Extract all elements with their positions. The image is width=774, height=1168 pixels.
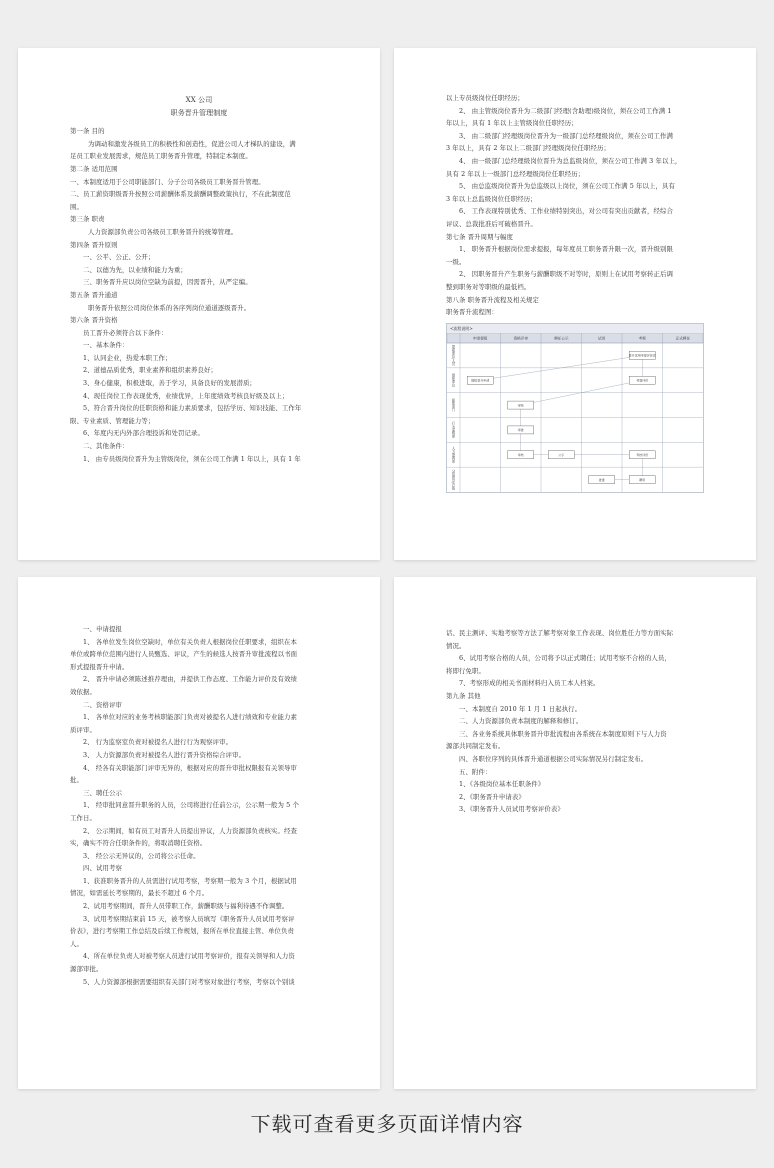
text-line: 3、 由二级部门经理级岗位晋升为一级部门总经理级岗位，须在公司工作满 [459,131,673,140]
document-title: 职务晋升管理制度 [170,108,228,117]
text-line: 7、考察形成的相关书面材料归入员工本人档案。 [459,679,600,688]
text-line: 二、资格评审 [83,700,122,709]
text-line: 4、现任岗位工作表现优秀，业绩优异，上年度绩效考核良好级及以上； [83,391,289,400]
text-line: 限、专业素质、管理能力等； [70,416,155,425]
flowchart-row-label: 提报单位 [451,373,455,387]
text-line: 1、《各级岗位基本任职条件》 [459,780,545,789]
text-line: 职务晋升流程图： [446,308,498,317]
text-line: 第一条 目的 [70,127,105,136]
text-line: 4、 由一级部门总经理级岗位晋升为总监级岗位，须在公司工作满 3 年以上， [459,156,682,165]
document-page-2 [394,48,756,560]
text-line: 二、员工薪资职级晋升按照公司薪酬体系及薪酬调整政策执行，不在此制度范 [70,190,291,199]
text-line: 5、符合晋升岗位的任职资格和能力素质要求，包括学历、知识技能、工作年 [83,404,302,413]
text-line: 6、试用考察合格的人员，公司将予以正式聘任；试用考察不合格的人员， [459,654,671,663]
company-name: XX 公司 [185,96,213,104]
flowchart-node-label: 批准 [598,477,605,482]
text-line: 第九条 其他 [446,691,481,700]
text-line: 一级。 [446,257,466,266]
text-line: 单位或跨单位范围内进行人员甄选、评议，产生的候选人按晋升审批流程以书面 [70,650,298,659]
text-line: 足员工职业发展需求，规范员工职务晋升管理，特制定本制度。 [70,152,252,161]
text-line: 第八条 职务晋升流程及相关规定 [446,295,539,304]
page-1-body [70,125,328,465]
text-line: 6、年度内无内外部合理投诉和处罚记录。 [83,429,204,438]
text-line: 第六条 晋升资格 [70,316,118,325]
text-line: 一、基本条件： [83,341,129,350]
page-2-body [446,92,704,319]
text-line: 三、各业务系统具体职务晋升审批流程由各系统在本制度原则下与人力资 [459,729,667,738]
text-line: 1、 各单位发生岗位空缺时，单位有关负责人根据岗位任职要求，组织在本 [83,637,297,646]
promotion-flowchart [446,323,704,493]
text-line: 实，确实不符合任职条件的，将取消聘任资格。 [70,839,207,848]
text-line: 效依据。 [70,687,96,696]
text-line: 3、身心健康，积极进取，善于学习，具备良好的发展潜质； [83,379,256,388]
text-line: 职务晋升依照公司岗位体系的各序列岗位通道逐级晋升。 [88,303,251,312]
flowchart-node-label: 公示 [558,452,565,457]
flowchart-node-label: 提报晋升申请 [471,378,490,383]
text-line: 源部审批。 [70,965,103,974]
text-line: 2、 因职务晋升产生职务与薪酬职级不对等时，原则上在试用考察转正后调 [459,270,673,279]
text-line: 二、其他条件： [83,442,129,451]
text-line: 3、《职务晋升人员试用考察评价表》 [459,805,564,814]
text-line: 第四条 晋升原则 [70,240,118,249]
text-line: 三、职务晋升应以岗位空缺为前提，因需晋升，从严定编。 [83,278,252,287]
text-line: 将即行免职。 [446,666,485,675]
text-line: 2、《职务晋升申请表》 [459,792,525,801]
text-line: 情况。 [446,641,466,650]
text-line: 3、 人力资源部负责对被提名人进行晋升资格综合评审。 [83,750,246,759]
flowchart-node-label: 考核评价 [636,452,649,457]
text-line: 4、 经各有关职能部门评审无异的，根据对应的晋升审批权限报有关领导审 [83,763,297,772]
text-line: 2、道德品质优秀，职业素养和组织素养良好； [83,366,217,375]
download-more-footer[interactable]: 下载可查看更多页面详情内容 [250,1112,524,1136]
flowchart-row-label: 行为监察部 [451,421,455,438]
text-line: 2、 晋升申请必须陈述推荐理由，并提供工作态度、工作能力评价及有效绩 [83,675,297,684]
text-line: 源部共同制定发布。 [446,742,505,751]
text-line: 5、人力资源部根据需要组织有关部门对考察对象进行考察，考察以个别谈 [83,977,295,986]
text-line: 二、以德为先，以业绩和能力为重； [83,265,187,274]
flowchart-column-label: 考察 [638,336,646,341]
page-4-content [446,627,704,816]
document-page-4 [394,577,756,1089]
text-line: 1、 由专员级岗位晋升为主管级岗位，须在公司工作满 1 年以上，具有 1 年 [83,454,301,463]
text-line: 3 年以上，具有 2 年以上二级部门经理级岗位任职经历； [446,144,611,153]
text-line: 2、 由主管级岗位晋升为二级部门经理(含助理)级岗位，须在公司工作满 1 [459,106,672,115]
page-3-body [70,623,328,988]
text-line: 形式提报晋升申请。 [70,662,129,671]
page-1-content [70,94,328,465]
flowchart-row-label: 提报单位/人员 [451,344,455,366]
text-line: 人。 [70,939,83,948]
text-line: 一、申请提报 [83,625,122,633]
text-line: 价表》，进行考察期工作总结及后续工作规划，报所在单位直接主管、单位负责 [70,927,294,936]
flowchart-node-label: 聘用 [639,477,646,482]
text-line: 第二条 适用范围 [70,164,118,173]
text-line: 人力资源部负责公司各级员工职务晋升的统筹管理。 [88,227,238,236]
flowchart-row-label: 人力资源部 [451,446,455,463]
text-line: 1、认同企业，热爱本职工作； [83,353,172,362]
flowchart-row-label: 职能部门 [451,398,455,412]
text-line: 3、 经公示无异议的，公司将公示任命。 [83,851,200,860]
text-line: 以上专员级岗位任职经历； [446,94,524,102]
page-3-content [70,623,328,988]
flowchart-column-label: 聘任公示 [554,336,569,341]
page-4-body [446,627,704,816]
flowchart-column-label: 资格评审 [513,336,528,341]
flowchart-column-label: 正式聘任 [675,336,690,341]
flowchart-node-label: 审核 [517,452,524,457]
flowchart-row-label: 分管领导/总裁 [451,469,455,490]
text-line: 具有 2 年以上一级部门总经理级岗位任职经历； [446,169,585,178]
text-line: 3 年以上总监级岗位任职经历； [446,194,537,203]
text-line: 批。 [70,776,83,785]
text-line: 2、 公示期间，如有员工对晋升人员提出异议，人力资源部负责核实。经查 [83,826,297,835]
text-line: 2、试用考察期间，晋升人员带职工作，薪酬职级与福利待遇不作调整。 [83,902,289,911]
page-2-content [446,92,704,493]
text-line: 6、 工作表现特别优秀、工作业绩特别突出，对公司有突出贡献者，经综合 [459,207,673,216]
flowchart-caption: <流程说明> [450,325,473,331]
text-line: 1、 经审批同意晋升职务的人员，公司将进行任前公示，公示期一般为 5 个 [83,801,299,810]
text-line: 一、本制度自 2010 年 1 月 1 日起执行。 [459,704,582,713]
text-line: 五、附件： [459,767,492,776]
text-line: 1、 各单位对应的业务考核职能部门负责对被提名人进行绩效和专业能力素 [83,713,297,722]
text-line: 围。 [70,202,83,211]
flowchart-column-label: 申请提报 [473,336,488,341]
text-line: 一、本制度适用于公司职能部门、分子公司各级员工职务晋升管理。 [70,177,265,186]
document-page-1 [18,48,380,560]
text-line: 为调动和激发各级员工的积极性和创造性，促进公司人才梯队的建设，满 [88,139,296,148]
text-line: 二、人力资源部负责本制度的解释和修订。 [459,717,583,726]
text-line: 情况，如需延长考察期的，最长不超过 6 个月。 [70,889,209,898]
text-line: 工作日。 [70,813,96,822]
text-line: 3、试用考察期结束前 15 天，被考察人员填写《职务晋升人员试用考察评 [83,914,295,923]
text-line: 员工晋升必须符合以下条件： [83,328,168,337]
flowchart-node-label: 审核 [517,402,524,407]
text-line: 评议、总裁批准后可破格晋升。 [446,219,537,228]
text-line: 四、各职位序列的具体晋升通道根据公司实际情况另行制定发布。 [459,754,648,763]
text-line: 1、获准职务晋升的人员需进行试用考察，考察期一般为 3 个月，根据试用 [83,876,297,885]
text-line: 四、试用考察 [83,864,122,873]
flowchart-node-label: 晋升试用考察评价表 [628,353,656,358]
flowchart-column-label: 试用 [598,336,606,341]
text-line: 第七条 晋升周期与幅度 [446,232,514,241]
text-line: 1、 职务晋升根据岗位需求提报，每年度员工职务晋升限一次，晋升级别限 [459,245,673,254]
text-line: 第五条 晋升通道 [70,290,118,299]
text-line: 年以上，具有 1 年以上主管级岗位任职经历； [446,119,578,128]
flowchart-node-label: 审批 [517,427,524,432]
text-line: 第三条 职责 [70,215,105,224]
text-line: 话、民主测评、实地考察等方法了解考察对象工作表现、岗位胜任力等方面实际 [446,629,674,637]
text-line: 三、聘任公示 [83,788,122,797]
text-line: 2、 行为监察室负责对被提名人进行行为观察评审。 [83,738,233,747]
document-page-3 [18,577,380,1089]
text-line: 4、所在单位负责人对被考察人员进行试用考察评价，报有关领导和人力资 [83,952,295,961]
text-line: 质评审。 [70,725,96,734]
text-line: 5、 由总监级岗位晋升为总监级以上岗位，须在公司工作满 5 年以上，具有 [459,182,675,191]
flowchart-node-label: 考察评价 [636,378,649,383]
text-line: 整到职务对等职级的最低档。 [446,282,531,291]
text-line: 一、公平、公正、公开； [83,253,155,262]
